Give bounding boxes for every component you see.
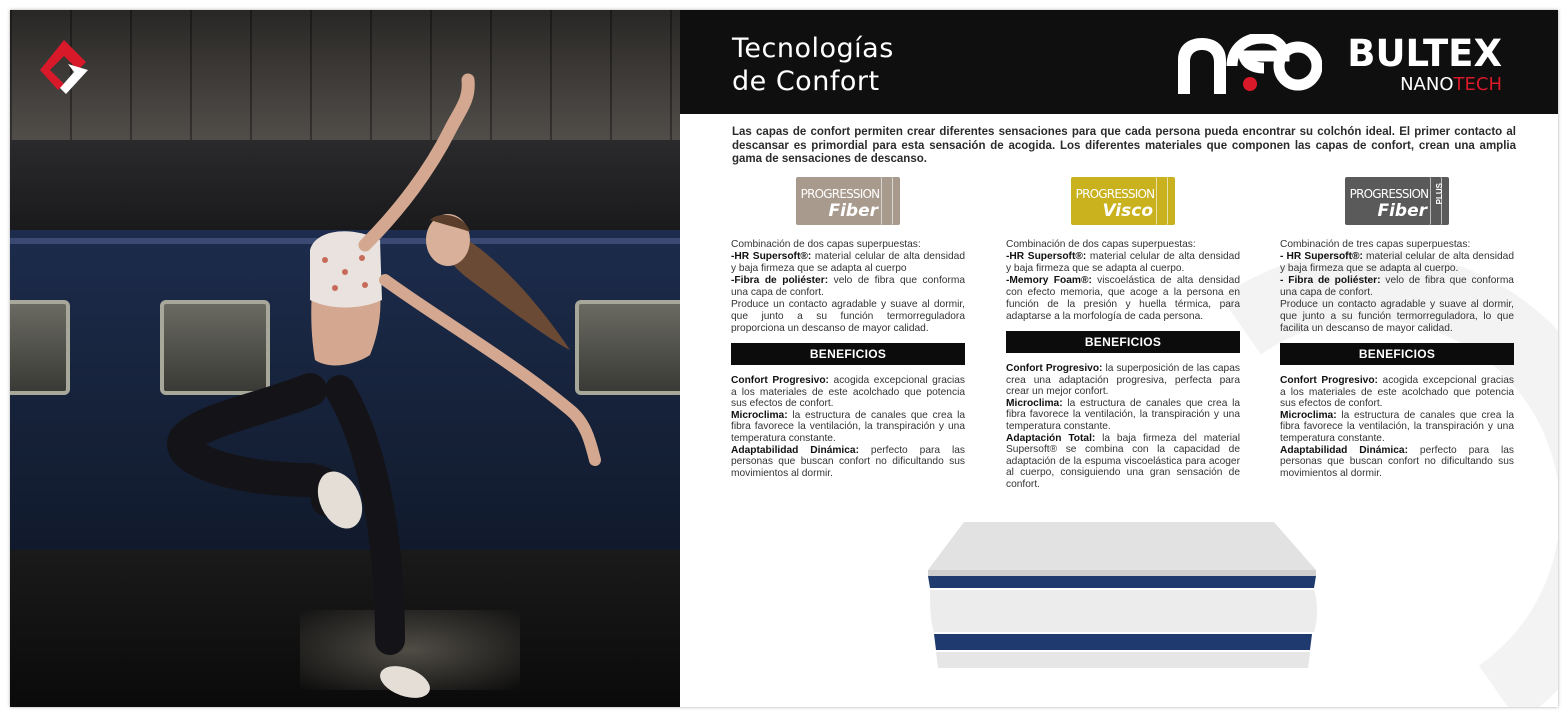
header-bar bbox=[680, 10, 1558, 114]
product-column-fiber bbox=[731, 175, 965, 479]
product-column-fiber-plus bbox=[1280, 175, 1514, 479]
benefits-heading: BENEFICIOS bbox=[1280, 343, 1514, 365]
dancer-photo bbox=[10, 10, 680, 707]
nanotech-wordmark: NANOTECH bbox=[1400, 74, 1502, 95]
content-panel bbox=[680, 10, 1558, 707]
progression-fiber-plus-badge: PROGRESSION Fiber PLUS bbox=[1345, 175, 1449, 225]
benefits-heading: BENEFICIOS bbox=[1006, 331, 1240, 353]
dancer-figure bbox=[10, 10, 680, 707]
benefits-list: Confort Progresivo: la superposición de las capas crea una adaptación progresiva, perfecta para crear un mejor confort. Microclima: la estructura de canales que crea la fibra favorece la ventilación, la transpiración y una temperatura constante. Adaptación Total: la baja firmeza del material Supersoft® se combina con la capacidad de adaptación de la espuma viscoelástica para acoger al cuerpo, consiguiendo una gran sensación de confort. bbox=[1006, 363, 1240, 490]
brand-logo-icon bbox=[38, 38, 90, 96]
benefits-list: Confort Progresivo: acogida excepcional gracias a los materiales de este acolchado que potencia sus efectos de confort. Microclima: la estructura de canales que crea la fibra favorece la ventilación, la transpiración y una temperatura constante. Adaptabilidad Dinámica: perfecto para las personas que buscan confort no dificultando sus movimientos al dormir. bbox=[1280, 375, 1515, 479]
page-title bbox=[732, 32, 894, 98]
product-column-visco bbox=[1006, 175, 1240, 491]
title-line-1: Tecnologías bbox=[732, 33, 894, 64]
intro-paragraph: Las capas de confort permiten crear diferentes sensaciones para que cada persona pueda encontrar su colchón ideal. El primer contacto al descansar es primordial para esta sensación de acogida. Los diferentes materiales que componen las capas de confort, crean una amplia gama de sensaciones de descanso. bbox=[732, 126, 1516, 165]
progression-fiber-badge: PROGRESSION Fiber bbox=[796, 175, 900, 225]
title-line-2: de Confort bbox=[732, 66, 880, 97]
benefits-heading: BENEFICIOS bbox=[731, 343, 965, 365]
brochure-spread bbox=[10, 10, 1558, 707]
benefits-list: Confort Progresivo: acogida excepcional gracias a los materiales de este acolchado que potencia sus efectos de confort. Microclima: la estructura de canales que crea la fibra favorece la ventilación, la transpiración y una temperatura constante. Adaptabilidad Dinámica: perfecto para las personas que buscan confort no dificultando sus movimientos al dormir. bbox=[731, 375, 966, 479]
progression-visco-badge: PROGRESSION Visco bbox=[1071, 175, 1175, 225]
bultex-logo bbox=[1347, 32, 1512, 98]
product-description: Combinación de tres capas superpuestas: - HR Supersoft®: material celular de alta densidad y baja firmeza que se adapta al cuerpo. - Fibra de poliéster: velo de fibra que conforma una capa de confort. Produce un contacto agradable y suave al dormir, que junto a su función termorreguladora, lo que facilita un descanso de mayor calidad. bbox=[1280, 239, 1514, 334]
neo-logo bbox=[1172, 34, 1322, 96]
mattress-layers-illustration bbox=[924, 510, 1324, 680]
bultex-wordmark: BULTEX bbox=[1347, 32, 1502, 75]
product-description: Combinación de dos capas superpuestas: -HR Supersoft®: material celular de alta densidad y baja firmeza que se adapta al cuerpo -Fibra de poliéster: velo de fibra que conforma una capa de confort. Produce un contacto agradable y suave al dormir, que junto a su función termorreguladora proporciona un descanso de mayor calidad. bbox=[731, 239, 965, 334]
product-description: Combinación de dos capas superpuestas: -HR Supersoft®: material celular de alta densidad y baja firmeza que se adapta al cuerpo. -Memory Foam®: viscoelástica de alta densidad con efecto memoria, que acoge a la persona en función de la presión y huella térmica, para adaptarse a la morfología de cada persona. bbox=[1006, 239, 1241, 322]
